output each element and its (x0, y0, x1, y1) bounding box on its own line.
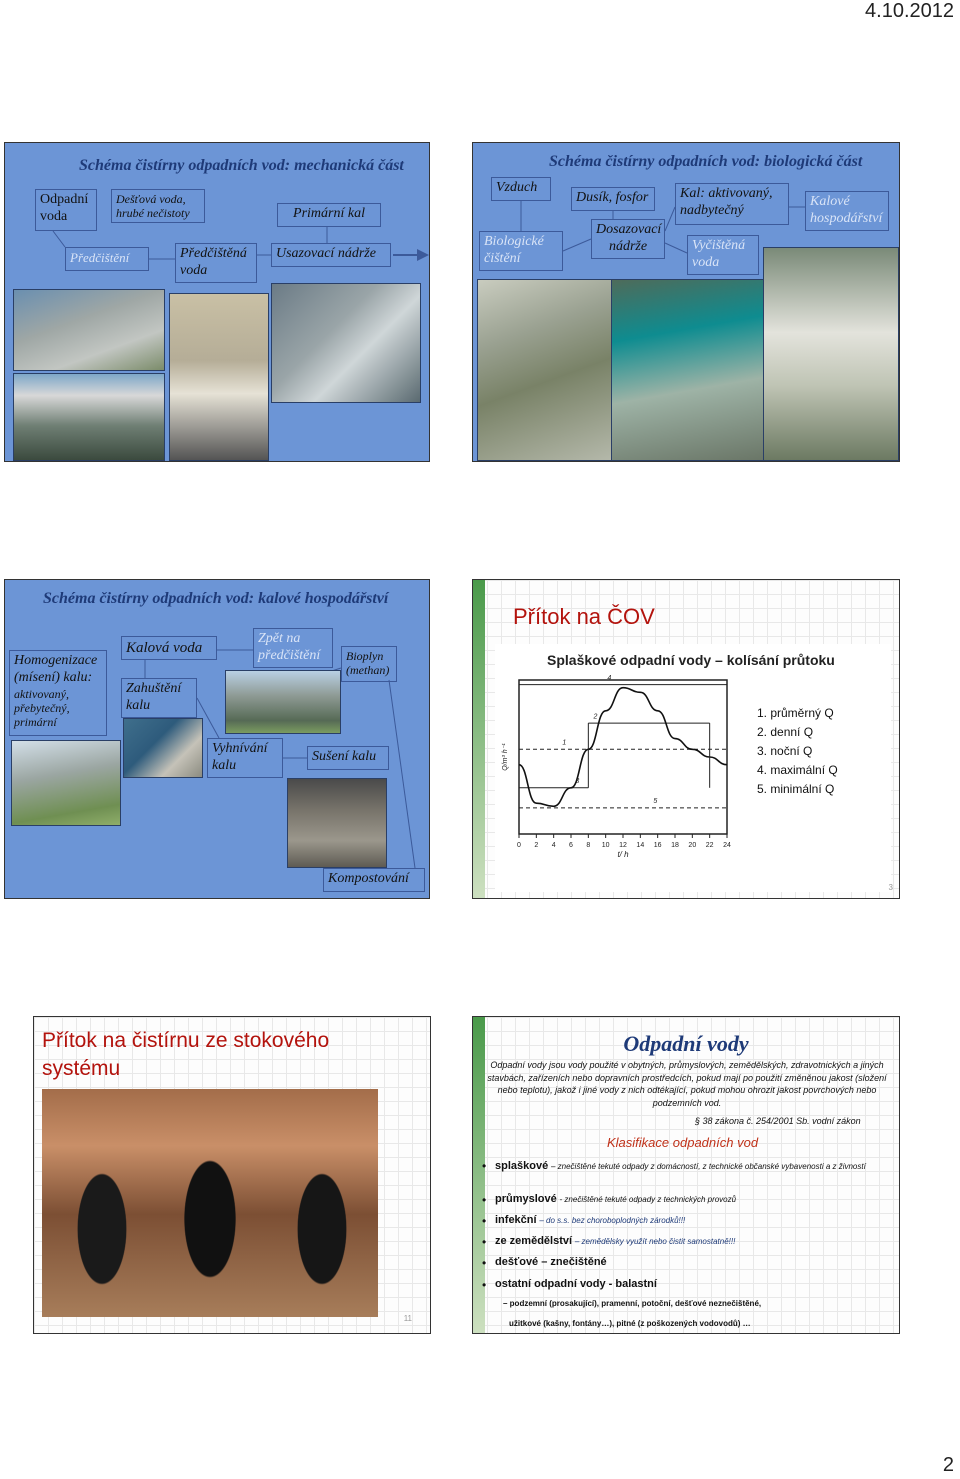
class-item (495, 1256, 607, 1268)
box-usazovaci-nadrze: Usazovací nádrže (271, 243, 391, 267)
slide-pritok-stokovy (33, 1016, 431, 1334)
legend-item: 5. minimální Q (757, 782, 835, 796)
slide-number: 3 (888, 883, 893, 892)
curve-label: 3 (575, 778, 580, 786)
x-tick-label: 2 (534, 842, 539, 849)
page-number: 2 (942, 1454, 954, 1476)
class-subitem: – podzemní (prosakující), pramenní, potoční, dešťové neznečištěné, (503, 1299, 762, 1308)
y-axis-label: Q/m³ h⁻¹ (502, 743, 509, 771)
photo-centrifuge (123, 718, 203, 778)
photo-aeration-tank (477, 279, 617, 461)
x-tick-label: 8 (586, 842, 591, 849)
x-tick-label: 6 (569, 842, 573, 849)
curve-label: 5 (653, 798, 658, 806)
class-subitem: užitkové (kašny, fontány…), pitné (z poškozených vodovodů) … (509, 1319, 751, 1328)
box-zpet-na-predcisteni: Zpět na předčištění (253, 628, 333, 668)
slide-odpadni-vody (472, 1016, 900, 1334)
box-bioplyn: Bioplyn (methan) (341, 646, 397, 682)
x-tick-label: 4 (551, 842, 556, 849)
x-tick-label: 22 (705, 842, 714, 849)
slide-title: Přítok na ČOV (513, 604, 655, 629)
photo-treatment-plant-2 (13, 373, 165, 461)
photo-digester-tank (11, 740, 121, 826)
definition-text: Odpadní vody jsou vody použité v obytných, průmyslových, zemědělských, zdravotnických a jiných stavbách, zařízeních nebo dopravních prostředcích, pokud mají po použití změněnou jakost (složení nebo teplotu), jakož i jiné vody z nich odtékající, pokud mohou ohrozit jakost povrchových nebo podzemních vod. (487, 1060, 887, 1108)
class-desc: – znečištěné tekuté odpady z domácností, z technické občanské vybavenosti a z živností (550, 1162, 866, 1171)
slide-title: Schéma čistírny odpadních vod: mechanická část (79, 157, 404, 174)
slide-title: Schéma čistírny odpadních vod: kalové hospodářství (43, 590, 389, 607)
legend-item: 1. průměrný Q (757, 706, 834, 720)
curve-label: 1 (562, 739, 567, 747)
box-vyhnivani-kalu: Vyhnívání kalu (207, 738, 283, 778)
law-reference: § 38 zákona č. 254/2001 Sb. vodní zákon (695, 1116, 861, 1126)
slide-sludge (4, 579, 430, 899)
box-kalova-voda: Kalová voda (121, 636, 217, 660)
box-destova-voda: Dešťová voda, hrubé nečistoty (111, 189, 205, 223)
plot-frame (519, 680, 727, 834)
class-item (495, 1214, 685, 1226)
legend-item: 2. denní Q (757, 725, 814, 739)
legend-item: 4. maximální Q (757, 763, 838, 777)
photo-clarifier (611, 279, 767, 461)
photo-sewer-inflow (42, 1089, 378, 1317)
box-vzduch: Vzduch (491, 177, 551, 201)
classification-title: Klasifikace odpadních vod (607, 1135, 759, 1150)
series-line (519, 688, 727, 807)
chart-title: Splaškové odpadní vody – kolísání průtoku (547, 652, 835, 668)
box-zahusteni-kalu: Zahuštění kalu (121, 678, 197, 718)
slide-title: Přítok na čistírnu ze stokového systému (42, 1029, 330, 1080)
photo-grit-chamber (169, 293, 269, 461)
slide-biological (472, 142, 900, 462)
slide-pritok-cov (472, 579, 900, 899)
class-term: ostatní odpadní vody - balastní (495, 1278, 657, 1290)
class-term: infekční (495, 1214, 537, 1226)
curve-label: 4 (607, 675, 612, 682)
homogenizace-title: Homogenizace (mísení) kalu: (14, 653, 98, 685)
box-vycistena-voda: Vyčištěná voda (687, 235, 759, 275)
class-term: splaškové (495, 1160, 549, 1172)
box-dusik-fosfor: Dusík, fosfor (571, 187, 655, 211)
box-suseni-kalu: Sušení kalu (307, 746, 389, 770)
slide-title: Odpadní vody (623, 1031, 749, 1056)
x-tick-label: 14 (636, 842, 645, 849)
photo-outlet (763, 247, 899, 461)
class-term: ze zemědělství (495, 1235, 573, 1247)
document-date: 4.10.2012 (865, 0, 954, 22)
x-tick-label: 16 (653, 842, 662, 849)
x-tick-label: 24 (723, 842, 731, 849)
x-tick-label: 0 (517, 842, 521, 849)
box-kal: Kal: aktivovaný, nadbytečný (675, 183, 789, 225)
box-kalove-hospodarstvi: Kalové hospodářství (805, 191, 889, 231)
x-tick-label: 20 (688, 842, 697, 849)
x-axis-label: t/ h (617, 850, 629, 859)
slide-mechanical (4, 142, 430, 462)
chart-panel (495, 644, 891, 892)
class-term: průmyslové (495, 1193, 557, 1205)
photo-sludge-drying (287, 778, 387, 868)
photo-biogas-tanks (225, 670, 341, 734)
photo-settling-tanks (271, 283, 421, 403)
box-kompostovani: Kompostování (323, 868, 425, 892)
box-biologicke-cisteni: Biologické čištění (479, 231, 563, 271)
legend-item: 3. noční Q (757, 744, 813, 758)
slide-number: 11 (403, 1314, 412, 1323)
curve-label: 2 (593, 713, 598, 721)
slide-side-bar (473, 580, 485, 898)
homogenizace-sub: aktivovaný, přebytečný, primární (14, 686, 70, 730)
slide-title: Schéma čistírny odpadních vod: biologická část (549, 153, 863, 170)
chart-legend (757, 704, 838, 799)
class-term: dešťové – znečištěné (495, 1256, 607, 1268)
x-tick-label: 18 (671, 842, 679, 849)
x-tick-label: 10 (601, 842, 610, 849)
class-item (495, 1193, 736, 1205)
photo-treatment-plant-1 (13, 289, 165, 371)
x-tick-label: 12 (619, 842, 627, 849)
box-dosazovaci-nadrze: Dosazovací nádrže (591, 219, 665, 259)
class-item (495, 1160, 875, 1173)
box-primarni-kal: Primární kal (277, 203, 381, 227)
class-desc: – do s.s. bez choroboplodných zárodků!!! (539, 1216, 686, 1225)
class-desc: – zemědělsky využít nebo čistit samostatně!!! (574, 1237, 736, 1246)
class-desc: - znečištěné tekuté odpady z technických provozů (559, 1195, 737, 1204)
class-item (495, 1278, 657, 1290)
box-predcisteni: Předčištění (65, 247, 149, 271)
box-predcistena-voda: Předčištěná voda (175, 243, 257, 283)
class-item (495, 1235, 735, 1247)
box-odpadni-voda: Odpadní voda (35, 189, 97, 231)
